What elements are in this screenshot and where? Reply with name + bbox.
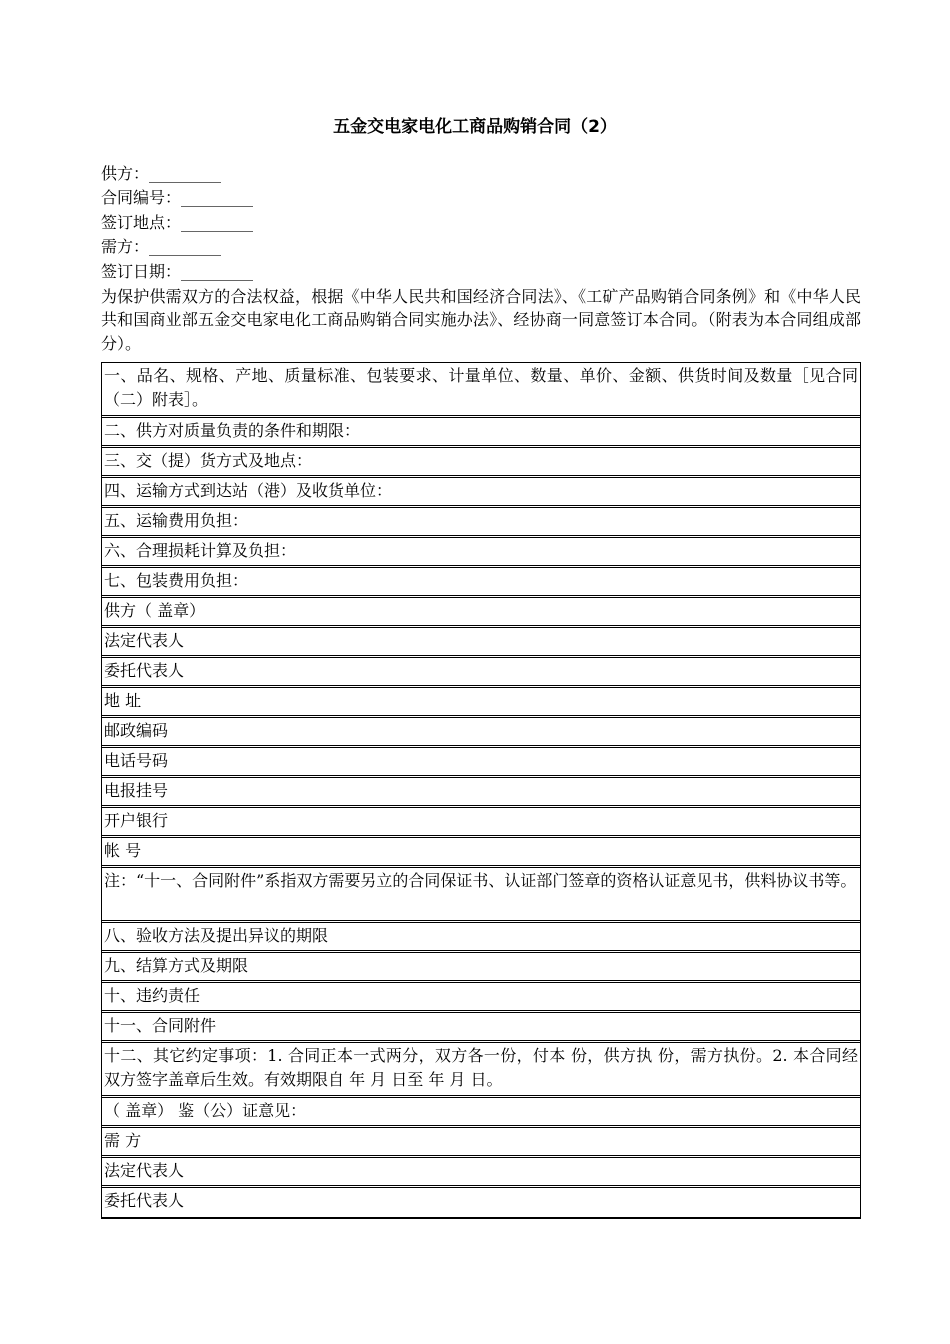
table-row: 法定代表人: [102, 628, 860, 658]
table-row: 地 址: [102, 688, 860, 718]
table-row: 六、合理损耗计算及负担：: [102, 538, 860, 568]
field-buyer: 需方：_________: [101, 237, 222, 257]
intro-paragraph: 为保护供需双方的合法权益，根据《中华人民共和国经济合同法》、《工矿产品购销合同条例》和《中华人民共和国商业部五金交电家电化工商品购销合同实施办法》、经协商一同意签订本合同。（附表为本合同组成部分）。: [101, 286, 861, 353]
table-row: 电报挂号: [102, 778, 860, 808]
table-row: 七、包装费用负担：: [102, 568, 860, 598]
table-row: 委托代表人: [102, 1188, 860, 1218]
header-fields: [101, 162, 861, 355]
table-row: （ 盖章） 鉴（公）证意见：: [102, 1098, 860, 1128]
table-row: 注：“十一、合同附件”系指双方需要另立的合同保证书、认证部门签章的资格认证意见书，供料协议书等。: [102, 868, 860, 923]
field-contract-number: 合同编号：_________: [101, 188, 254, 208]
table-row: 一、品名、规格、产地、质量标准、包装要求、计量单位、数量、单价、金额、供货时间及数量［见合同（二）附表］。: [102, 363, 860, 418]
field-supplier: 供方：_________: [101, 164, 222, 183]
table-row: 邮政编码: [102, 718, 860, 748]
table-row: 九、结算方式及期限: [102, 953, 860, 983]
table-row: 十二、其它约定事项：1. 合同正本一式两分，双方各一份，付本 份，供方执 份，需方执份。2. 本合同经双方签字盖章后生效。有效期限自 年 月 日至 年 月 日。: [102, 1043, 860, 1098]
table-row: 十一、合同附件: [102, 1013, 860, 1043]
contract-table: [101, 362, 861, 1219]
table-row: 八、验收方法及提出异议的期限: [102, 923, 860, 953]
field-signing-date: 签订日期：_________: [101, 261, 254, 281]
table-row: 供方（ 盖章）: [102, 598, 860, 628]
table-row: 需 方: [102, 1128, 860, 1158]
table-row: 委托代表人: [102, 658, 860, 688]
table-row: 四、运输方式到达站（港）及收货单位：: [102, 478, 860, 508]
table-row: 帐 号: [102, 838, 860, 868]
table-row: 二、供方对质量负责的条件和期限：: [102, 418, 860, 448]
table-row: 电话号码: [102, 748, 860, 778]
field-signing-place: 签订地点：_________: [101, 212, 254, 232]
table-row: 法定代表人: [102, 1158, 860, 1188]
table-row: 五、运输费用负担：: [102, 508, 860, 538]
document-title: 五金交电家电化工商品购销合同（2）: [333, 117, 617, 137]
table-row: 三、交（提）货方式及地点：: [102, 448, 860, 478]
table-row: 十、违约责任: [102, 983, 860, 1013]
table-row: 开户银行: [102, 808, 860, 838]
